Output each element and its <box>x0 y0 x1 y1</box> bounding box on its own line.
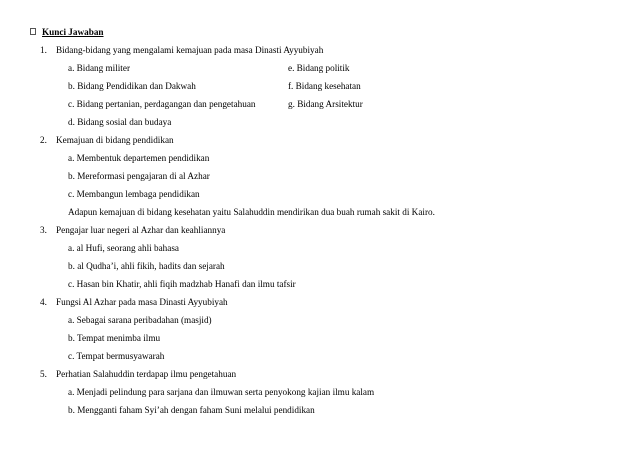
q2-note: Adapun kemajuan di bidang kesehatan yaitu Salahuddin mendirikan dua buah rumah sakit di Kairo. <box>68 207 435 217</box>
q1-option-e: e. Bidang politik <box>288 63 350 73</box>
q1-option-g: g. Bidang Arsitektur <box>288 99 363 109</box>
q5-number: 5. <box>40 369 47 379</box>
q4-number: 4. <box>40 297 47 307</box>
q2-number: 2. <box>40 135 47 145</box>
q1-text: Bidang-bidang yang mengalami kemajuan pada masa Dinasti Ayyubiyah <box>56 45 324 55</box>
q4-text: Fungsi Al Azhar pada masa Dinasti Ayyubiyah <box>56 297 228 307</box>
q2-text: Kemajuan di bidang pendidikan <box>56 135 174 145</box>
square-bullet-icon <box>30 28 36 35</box>
q1-option-f: f. Bidang kesehatan <box>288 81 361 91</box>
q3-text: Pengajar luar negeri al Azhar dan keahliannya <box>56 225 226 235</box>
q3-option-c: c. Hasan bin Khatir, ahli fiqih madzhab Hanafi dan ilmu tafsir <box>68 279 296 289</box>
q4-option-b: b. Tempat menimba ilmu <box>68 333 161 343</box>
q2-option-c: c. Membangun lembaga pendidikan <box>68 189 200 199</box>
q5-option-a: a. Menjadi pelindung para sarjana dan ilmuwan serta penyokong kajian ilmu kalam <box>68 387 375 397</box>
q1-option-c: c. Bidang pertanian, perdagangan dan pengetahuan <box>68 99 256 109</box>
q4-option-a: a. Sebagai sarana peribadahan (masjid) <box>68 315 212 325</box>
q3-option-b: b. al Qudha’i, ahli fikih, hadits dan sejarah <box>68 261 225 271</box>
q2-option-b: b. Mereformasi pengajaran di al Azhar <box>68 171 210 181</box>
q1-option-a: a. Bidang militer <box>68 63 131 73</box>
q5-option-b: b. Mengganti faham Syi’ah dengan faham Suni melalui pendidikan <box>68 405 315 415</box>
q4-option-c: c. Tempat bermusyawarah <box>68 351 165 361</box>
heading: Kunci Jawaban <box>42 27 104 37</box>
q5-text: Perhatian Salahuddin terdapap ilmu pengetahuan <box>56 369 237 379</box>
q1-number: 1. <box>40 45 47 55</box>
q1-option-d: d. Bidang sosial dan budaya <box>68 117 172 127</box>
q1-option-b: b. Bidang Pendidikan dan Dakwah <box>68 81 196 91</box>
q3-option-a: a. al Hufi, seorang ahli bahasa <box>68 243 179 253</box>
q2-option-a: a. Membentuk departemen pendidikan <box>68 153 210 163</box>
q3-number: 3. <box>40 225 47 235</box>
